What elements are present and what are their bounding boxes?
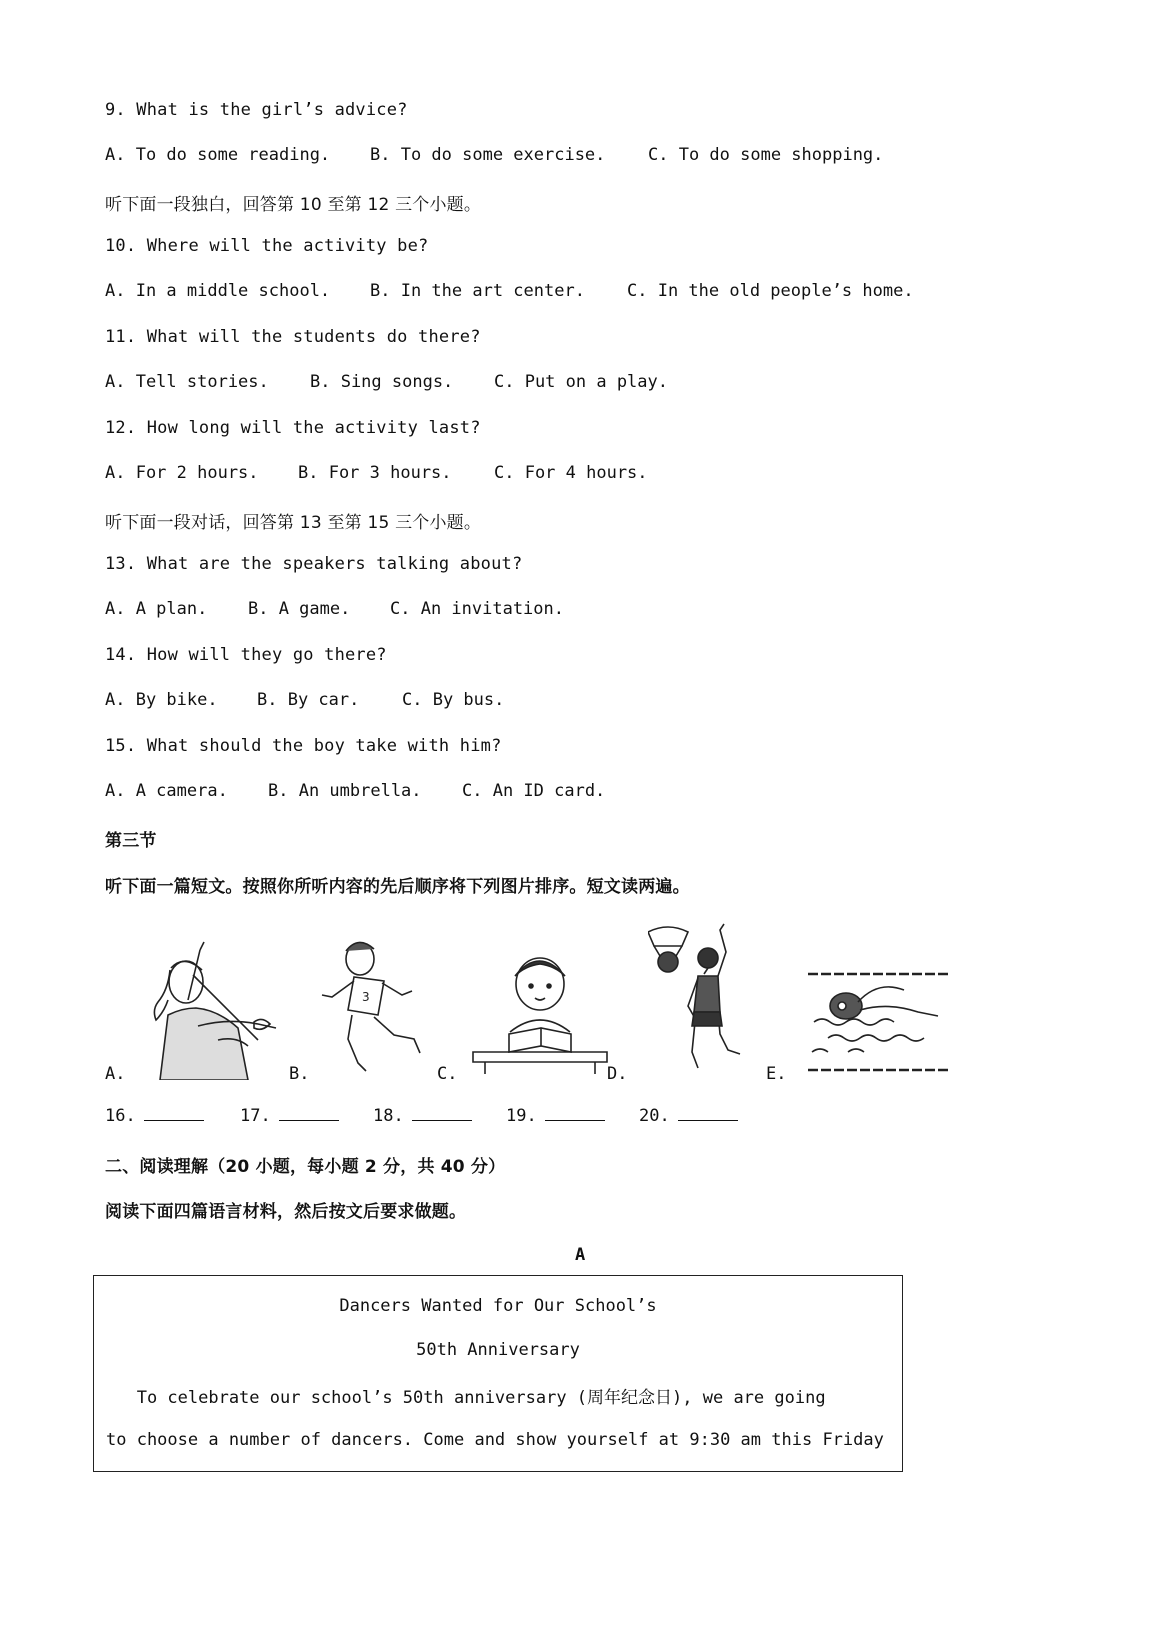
q13-option-b: B. A game. <box>248 599 351 619</box>
answer-18 <box>373 1106 472 1126</box>
answer-20-number: 20. <box>639 1106 670 1126</box>
q9-option-c: C. To do some shopping. <box>648 145 884 165</box>
q15-option-a: A. A camera. <box>105 781 228 801</box>
passage-body-line-2: to choose a number of dancers. Come and show yourself at 9:30 am this Friday <box>106 1430 884 1450</box>
answer-17-number: 17. <box>240 1106 271 1126</box>
picture-label-b: B. <box>289 1064 310 1084</box>
passage-label: A <box>575 1245 586 1265</box>
answer-16 <box>105 1106 204 1126</box>
violin-girl-image <box>138 940 288 1080</box>
answer-18-number: 18. <box>373 1106 404 1126</box>
q13-option-a: A. A plan. <box>105 599 208 619</box>
passage-a-box <box>93 1275 903 1472</box>
answer-17 <box>240 1106 339 1126</box>
basketball-player-image <box>648 922 768 1082</box>
answer-19 <box>506 1106 605 1126</box>
running-boy-image <box>318 935 433 1080</box>
q12-option-c: C. For 4 hours. <box>494 463 648 483</box>
question-12: 12. How long will the activity last? <box>105 418 481 438</box>
q10-option-a: A. In a middle school. <box>105 281 331 301</box>
q14-option-a: A. By bike. <box>105 690 218 710</box>
part-2-instruction: 阅读下面四篇语言材料，然后按文后要求做题。 <box>105 1202 467 1222</box>
q10-option-c: C. In the old people’s home. <box>627 281 914 301</box>
picture-label-e: E. <box>766 1064 787 1084</box>
q12-option-a: A. For 2 hours. <box>105 463 259 483</box>
answer-18-blank[interactable] <box>412 1106 472 1121</box>
q15-option-c: C. An ID card. <box>462 781 606 801</box>
q14-option-c: C. By bus. <box>402 690 505 710</box>
question-10: 10. Where will the activity be? <box>105 236 429 256</box>
q10-option-b: B. In the art center. <box>370 281 585 301</box>
q13-option-c: C. An invitation. <box>390 599 564 619</box>
q11-option-c: C. Put on a play. <box>494 372 668 392</box>
swimmer-image <box>808 972 950 1072</box>
passage-title-line-2: 50th Anniversary <box>416 1340 580 1360</box>
passage-body-line-1: To celebrate our school’s 50th anniversary (周年纪念日), we are going <box>106 1388 826 1408</box>
question-14: 14. How will they go there? <box>105 645 387 665</box>
q12-option-b: B. For 3 hours. <box>298 463 452 483</box>
q9-option-a: A. To do some reading. <box>105 145 331 165</box>
picture-label-a: A. <box>105 1064 126 1084</box>
passage-title-line-1: Dancers Wanted for Our School’s <box>339 1296 657 1316</box>
picture-label-c: C. <box>437 1064 458 1084</box>
part-2-title: 二、阅读理解（20 小题，每小题 2 分，共 40 分） <box>105 1157 506 1177</box>
question-15: 15. What should the boy take with him? <box>105 736 502 756</box>
reading-boy-image <box>465 948 615 1078</box>
answer-19-number: 19. <box>506 1106 537 1126</box>
answer-20-blank[interactable] <box>678 1106 738 1121</box>
listening-instruction-13-15: 听下面一段对话，回答第 13 至第 15 三个小题。 <box>105 513 482 533</box>
listening-instruction-10-12: 听下面一段独白，回答第 10 至第 12 三个小题。 <box>105 195 482 215</box>
answer-19-blank[interactable] <box>545 1106 605 1121</box>
q15-option-b: B. An umbrella. <box>268 781 422 801</box>
question-11: 11. What will the students do there? <box>105 327 481 347</box>
question-9: 9. What is the girl’s advice? <box>105 100 408 120</box>
answer-16-number: 16. <box>105 1106 136 1126</box>
section-3-title: 第三节 <box>105 831 157 851</box>
svg-text:3: 3 <box>362 990 370 1004</box>
section-3-instruction: 听下面一篇短文。按照你所听内容的先后顺序将下列图片排序。短文读两遍。 <box>105 877 690 897</box>
answer-17-blank[interactable] <box>279 1106 339 1121</box>
answer-20 <box>639 1106 738 1126</box>
answer-16-blank[interactable] <box>144 1106 204 1121</box>
q11-option-a: A. Tell stories. <box>105 372 269 392</box>
q11-option-b: B. Sing songs. <box>310 372 454 392</box>
question-13: 13. What are the speakers talking about? <box>105 554 523 574</box>
q14-option-b: B. By car. <box>257 690 360 710</box>
q9-option-b: B. To do some exercise. <box>370 145 606 165</box>
picture-label-d: D. <box>607 1064 628 1084</box>
